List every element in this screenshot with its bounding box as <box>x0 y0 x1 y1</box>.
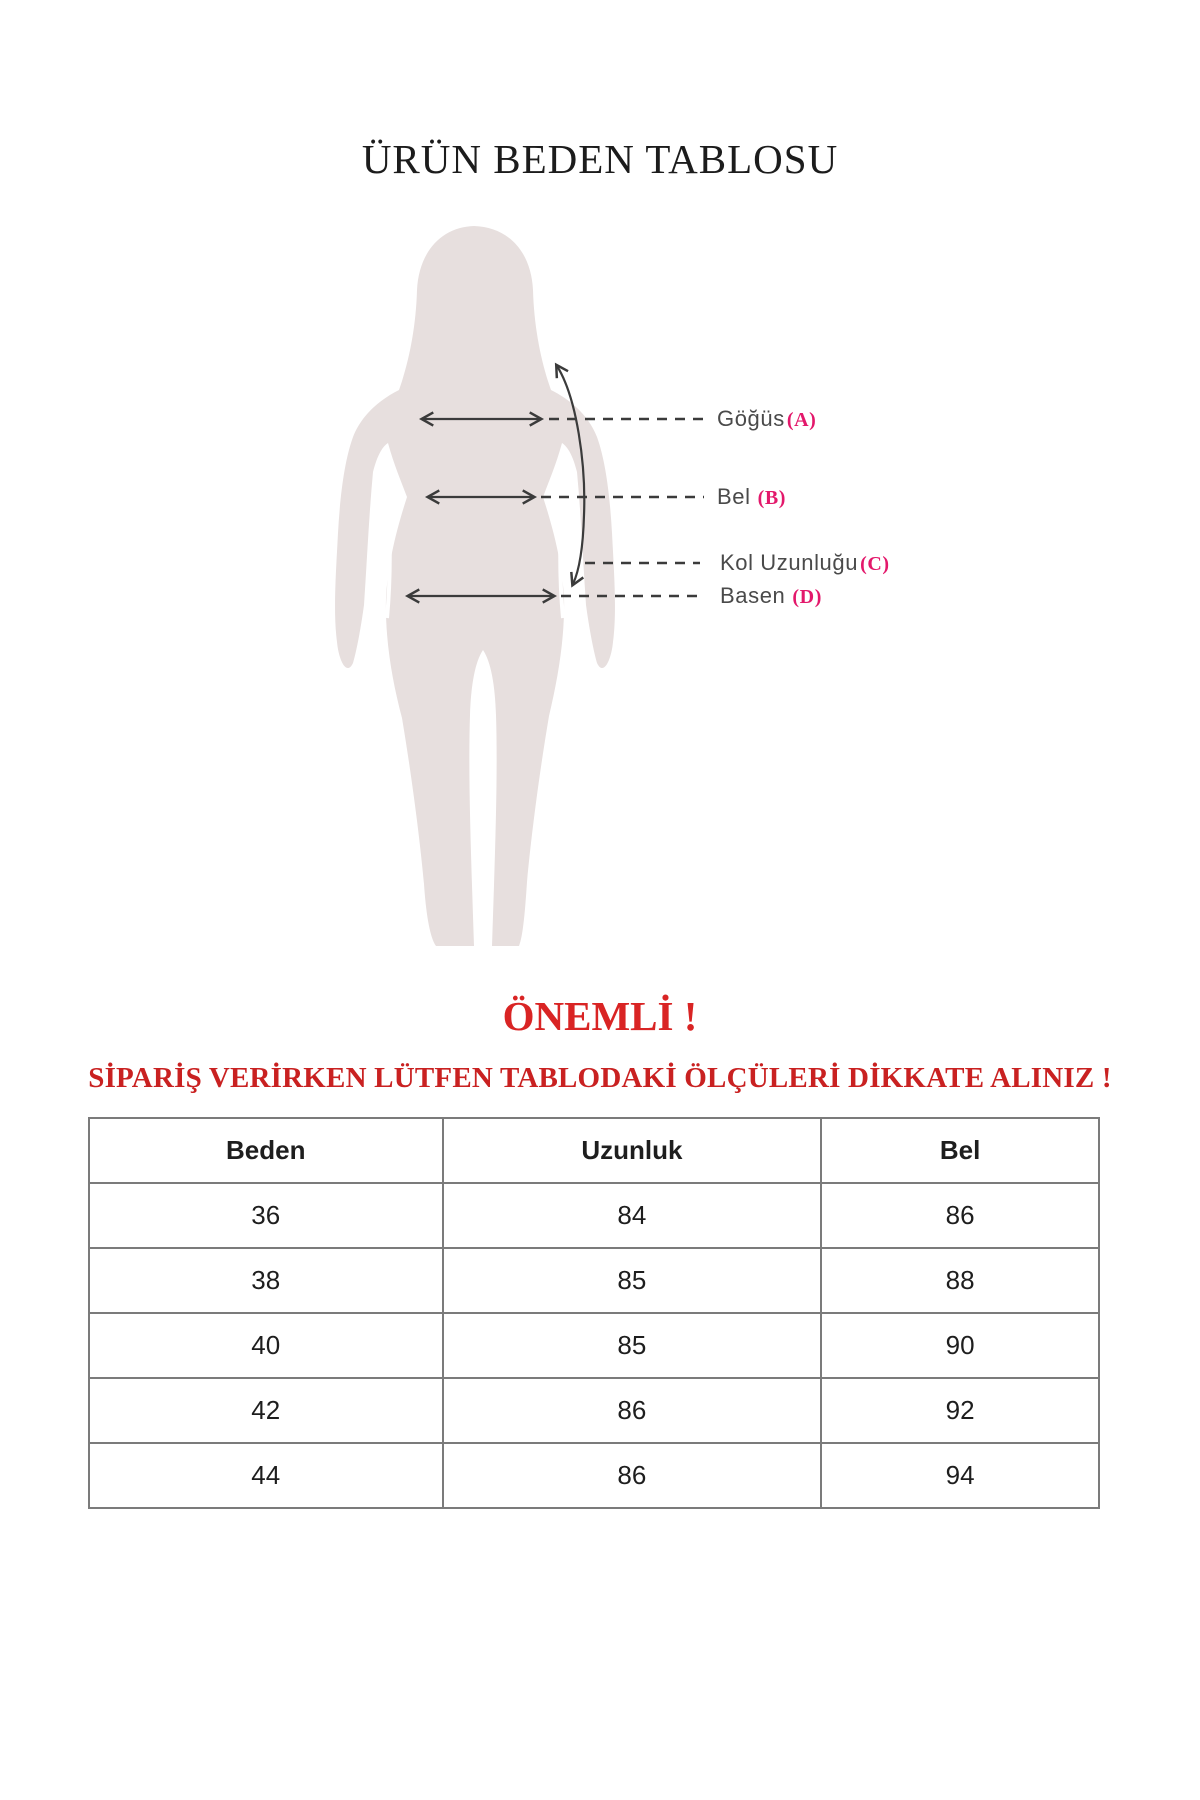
arm-torso-separation-right <box>560 452 566 618</box>
cell-bel: 86 <box>821 1183 1099 1248</box>
header-uzunluk: Uzunluk <box>443 1118 822 1183</box>
arm-length-marker-c: (C) <box>860 553 890 575</box>
cell-uzunluk: 85 <box>443 1313 822 1378</box>
header-bel: Bel <box>821 1118 1099 1183</box>
arm-length-label-text: Kol Uzunluğu <box>720 550 859 575</box>
waist-marker-b: (B) <box>757 487 787 509</box>
size-table-header <box>89 1118 1099 1183</box>
size-table <box>88 1117 1100 1509</box>
important-heading: ÖNEMLİ ! <box>502 993 698 1039</box>
table-row <box>89 1443 1099 1508</box>
cell-beden: 42 <box>89 1378 443 1443</box>
table-row <box>89 1248 1099 1313</box>
cell-bel: 90 <box>821 1313 1099 1378</box>
table-row <box>89 1378 1099 1443</box>
table-header-row <box>89 1118 1099 1183</box>
cell-uzunluk: 85 <box>443 1248 822 1313</box>
arm-length-label <box>720 550 890 577</box>
arm-torso-separation-left <box>384 452 390 618</box>
chest-label-text: Göğüs <box>717 406 785 431</box>
page-title: ÜRÜN BEDEN TABLOSU <box>361 136 839 182</box>
cell-bel: 92 <box>821 1378 1099 1443</box>
table-row <box>89 1313 1099 1378</box>
cell-bel: 94 <box>821 1443 1099 1508</box>
hip-label <box>720 583 822 610</box>
header-beden: Beden <box>89 1118 443 1183</box>
warning-text: SİPARİŞ VERİRKEN LÜTFEN TABLODAKİ ÖLÇÜLERİ DİKKATE ALINIZ ! <box>88 1062 1112 1094</box>
hip-label-text: Basen <box>720 583 786 608</box>
waist-label-text: Bel <box>717 484 751 509</box>
size-table-body <box>89 1183 1099 1508</box>
chest-label <box>717 406 816 433</box>
cell-uzunluk: 86 <box>443 1443 822 1508</box>
cell-bel: 88 <box>821 1248 1099 1313</box>
hip-marker-d: (D) <box>792 586 822 608</box>
waist-label <box>717 484 786 511</box>
cell-beden: 44 <box>89 1443 443 1508</box>
cell-uzunluk: 84 <box>443 1183 822 1248</box>
cell-beden: 40 <box>89 1313 443 1378</box>
cell-beden: 38 <box>89 1248 443 1313</box>
chest-marker-a: (A) <box>786 409 817 431</box>
cell-beden: 36 <box>89 1183 443 1248</box>
female-silhouette <box>335 226 615 946</box>
table-row <box>89 1183 1099 1248</box>
cell-uzunluk: 86 <box>443 1378 822 1443</box>
